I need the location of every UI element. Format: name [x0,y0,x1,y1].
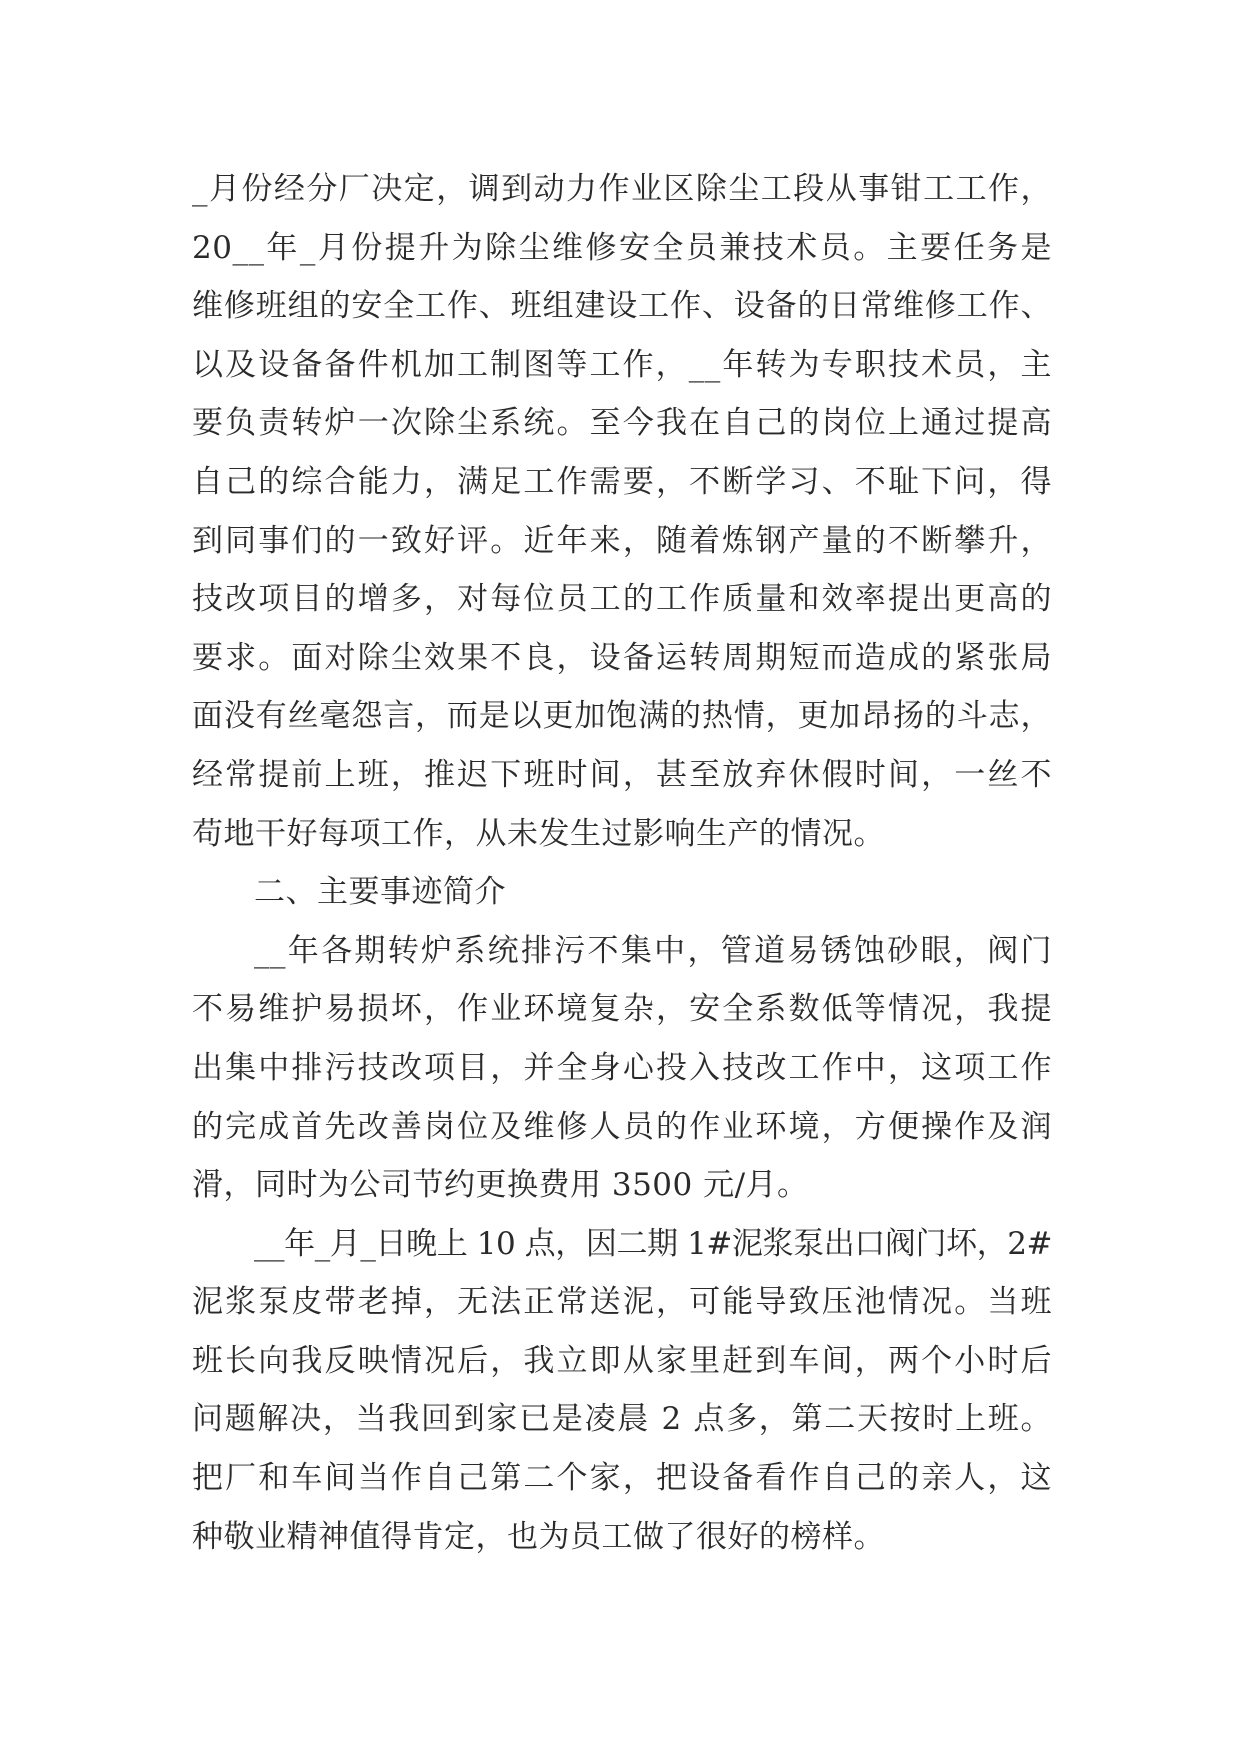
text-line: 二、主要事迹简介 [254,874,506,911]
text-line: 种敬业精神值得肯定，也为员工做了很好的榜样。 [192,1518,885,1555]
text-line: __年_月_日晚上 10 点，因二期 1#泥浆泵出口阀门坏，2# [254,1225,1052,1262]
text-line: 班长向我反映情况后，我立即从家里赶到车间，两个小时后 [192,1342,1052,1379]
text-line: 不易维护易损坏，作业环境复杂，安全系数低等情况，我提 [192,991,1052,1028]
text-line: 苟地干好每项工作，从未发生过影响生产的情况。 [192,815,885,852]
text-line: 把厂和车间当作自己第二个家，把设备看作自己的亲人，这 [192,1460,1052,1497]
text-line: 自己的综合能力，满足工作需要，不断学习、不耻下问，得 [192,463,1052,500]
text-line: 要求。面对除尘效果不良，设备运转周期短而造成的紧张局 [192,639,1052,676]
text-line: 要负责转炉一次除尘系统。至今我在自己的岗位上通过提高 [192,405,1052,442]
text-line: __年各期转炉系统排污不集中，管道易锈蚀砂眼，阀门 [254,932,1052,969]
text-line: 的完成首先改善岗位及维修人员的作业环境，方便操作及润 [192,1108,1052,1145]
text-line: 出集中排污技改项目，并全身心投入技改工作中，这项工作 [192,1049,1052,1086]
text-line: 问题解决，当我回到家已是凌晨 2 点多，第二天按时上班。 [192,1401,1052,1438]
text-line: 经常提前上班，推迟下班时间，甚至放弃休假时间，一丝不 [192,756,1052,793]
text-line: 面没有丝毫怨言，而是以更加饱满的热情，更加昂扬的斗志， [192,698,1052,735]
text-line: 泥浆泵皮带老掉，无法正常送泥，可能导致压池情况。当班 [192,1284,1052,1321]
text-line: 20__年_月份提升为除尘维修安全员兼技术员。主要任务是 [192,229,1052,266]
text-line: 滑，同时为公司节约更换费用 3500 元/月。 [192,1167,809,1204]
text-line: 到同事们的一致好评。近年来，随着炼钢产量的不断攀升， [192,522,1052,559]
document-body [192,160,1052,1566]
text-line: _月份经分厂决定，调到动力作业区除尘工段从事钳工工作， [192,171,1052,207]
text-line: 技改项目的增多，对每位员工的工作质量和效率提出更高的 [192,581,1052,618]
text-line: 维修班组的安全工作、班组建设工作、设备的日常维修工作、 [192,288,1052,325]
text-line: 以及设备备件机加工制图等工作，__年转为专职技术员，主 [192,346,1052,383]
